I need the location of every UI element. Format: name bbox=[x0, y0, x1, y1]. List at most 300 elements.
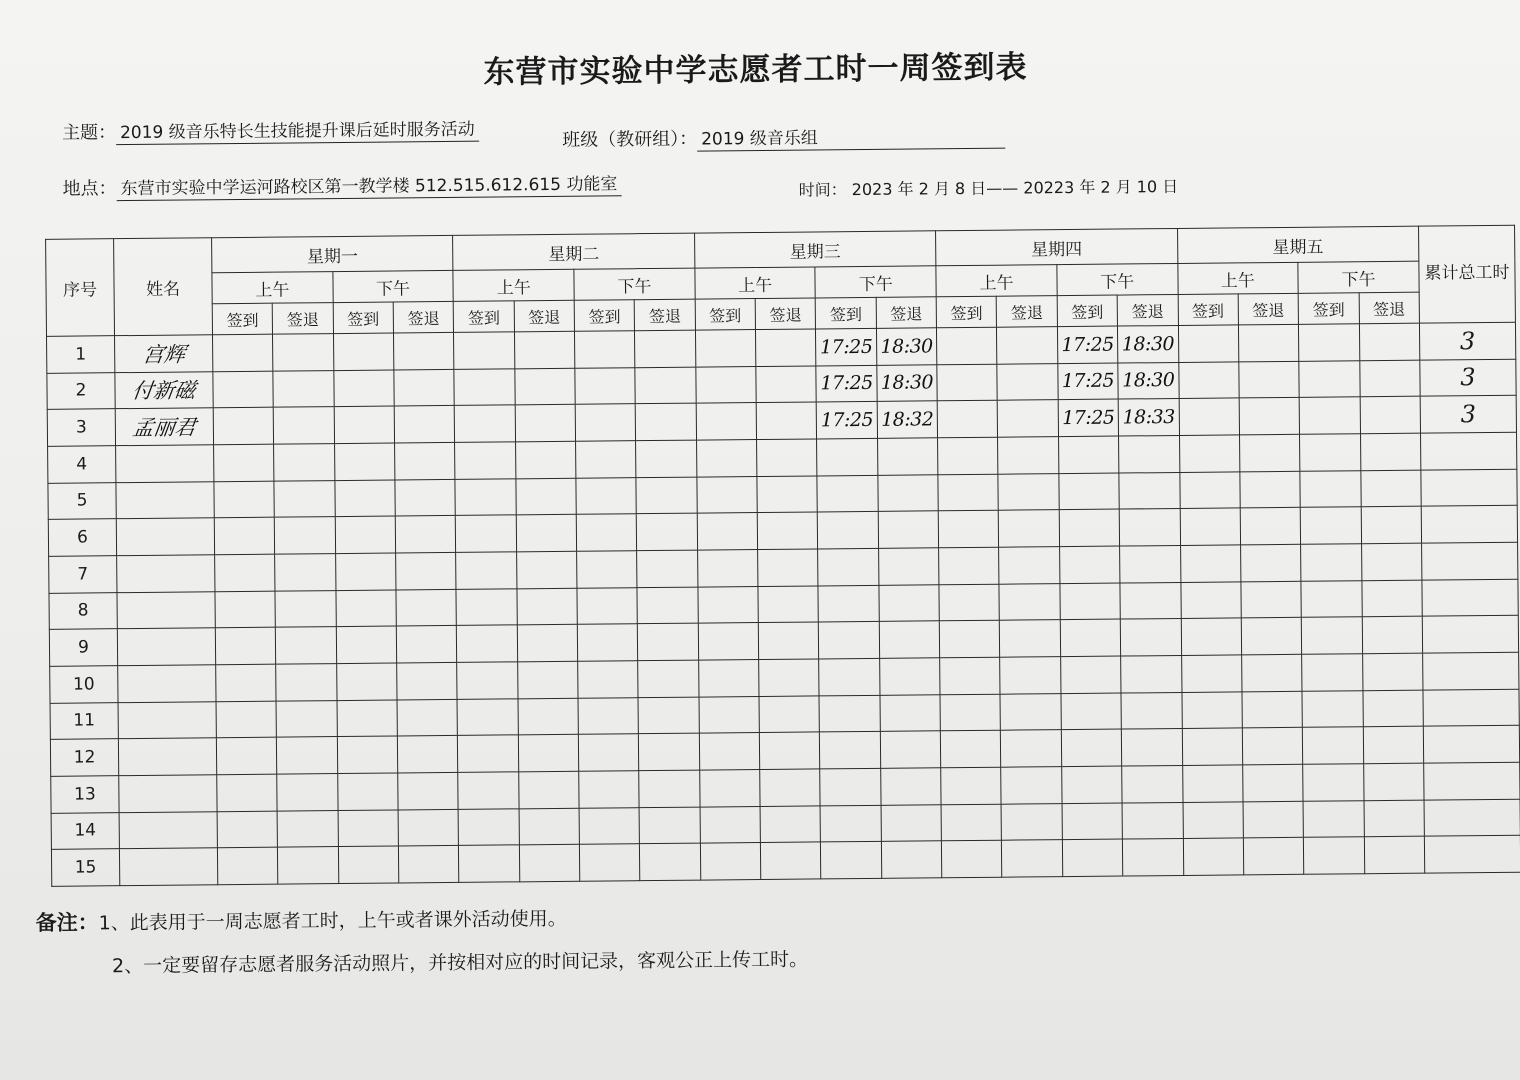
time-cell bbox=[819, 622, 880, 659]
time-cell bbox=[1360, 470, 1421, 507]
time-cell bbox=[337, 700, 398, 737]
volunteer-name-cell bbox=[118, 701, 216, 739]
time-cell bbox=[757, 476, 818, 513]
row-index: 5 bbox=[48, 482, 116, 519]
time-cell bbox=[636, 403, 697, 440]
time-cell bbox=[278, 847, 339, 884]
time-cell bbox=[213, 371, 274, 408]
time-cell bbox=[397, 699, 458, 736]
time-cell bbox=[1179, 398, 1240, 435]
time-cell bbox=[396, 589, 457, 626]
time-cell bbox=[459, 845, 520, 882]
time-cell bbox=[880, 731, 941, 768]
time-cell bbox=[217, 847, 278, 884]
time-cell bbox=[820, 732, 881, 769]
time-cell bbox=[515, 441, 576, 478]
total-hours-cell bbox=[1424, 799, 1520, 837]
time-cell bbox=[759, 659, 820, 696]
row-index: 10 bbox=[50, 666, 118, 703]
time-cell bbox=[1058, 436, 1119, 473]
time-cell bbox=[1361, 580, 1422, 617]
time-cell bbox=[1241, 618, 1302, 655]
time-cell bbox=[937, 327, 998, 364]
time-cell bbox=[456, 515, 517, 552]
time-cell bbox=[1181, 618, 1242, 655]
time-cell bbox=[877, 364, 938, 401]
action-header: 签到 bbox=[1178, 294, 1239, 326]
time-cell bbox=[514, 331, 575, 368]
time-cell bbox=[457, 698, 518, 735]
half-day-header: 下午 bbox=[815, 266, 936, 298]
time-cell bbox=[337, 773, 398, 810]
time-cell bbox=[576, 441, 637, 478]
time-cell bbox=[1363, 763, 1424, 800]
place-line bbox=[62, 169, 621, 200]
time-cell bbox=[1359, 323, 1420, 360]
volunteer-name: 付新磁 bbox=[130, 378, 197, 404]
time-cell bbox=[395, 479, 456, 516]
time-cell bbox=[275, 590, 336, 627]
row-index: 14 bbox=[51, 812, 119, 849]
time-cell bbox=[1118, 362, 1179, 399]
time-cell bbox=[1362, 653, 1423, 690]
time-cell bbox=[1180, 545, 1241, 582]
time-cell bbox=[1181, 655, 1242, 692]
action-header: 签退 bbox=[997, 296, 1058, 328]
row-index: 9 bbox=[49, 629, 117, 666]
time-cell bbox=[942, 840, 1003, 877]
time-cell bbox=[756, 402, 817, 439]
time-cell bbox=[699, 696, 760, 733]
time-cell bbox=[999, 583, 1060, 620]
time-cell bbox=[215, 591, 276, 628]
time-cell bbox=[1120, 545, 1181, 582]
time-cell bbox=[215, 554, 276, 591]
time-value: 17:25 bbox=[820, 335, 873, 359]
note-line-2 bbox=[112, 945, 808, 979]
time-cell bbox=[1239, 361, 1300, 398]
time-cell bbox=[216, 664, 277, 701]
volunteer-name-cell bbox=[119, 775, 217, 813]
action-header: 签到 bbox=[695, 299, 756, 331]
time-cell bbox=[1122, 802, 1183, 839]
row-index: 2 bbox=[47, 372, 115, 409]
time-cell bbox=[334, 406, 395, 443]
total-hours-cell bbox=[1421, 506, 1517, 544]
time-cell bbox=[1364, 800, 1425, 837]
time-cell bbox=[1359, 360, 1420, 397]
time-cell bbox=[1118, 325, 1179, 362]
time-cell bbox=[637, 587, 698, 624]
volunteer-name-cell bbox=[116, 481, 214, 519]
action-header: 签到 bbox=[816, 297, 877, 329]
time-cell bbox=[1180, 581, 1241, 618]
time-value: 18:30 bbox=[880, 335, 933, 358]
time-cell bbox=[698, 659, 759, 696]
time-cell bbox=[1000, 657, 1061, 694]
time-cell bbox=[756, 366, 817, 403]
action-header: 签退 bbox=[876, 297, 937, 329]
time-cell bbox=[881, 841, 942, 878]
half-day-header: 下午 bbox=[333, 270, 454, 302]
time-cell bbox=[1119, 509, 1180, 546]
time-cell bbox=[1183, 838, 1244, 875]
time-cell bbox=[881, 804, 942, 841]
time-cell bbox=[578, 697, 639, 734]
time-cell bbox=[1121, 655, 1182, 692]
time-cell bbox=[1119, 472, 1180, 509]
time-cell bbox=[1002, 840, 1063, 877]
time-cell bbox=[818, 512, 879, 549]
row-index: 12 bbox=[50, 739, 118, 776]
time-cell bbox=[876, 328, 937, 365]
time-cell bbox=[1060, 656, 1121, 693]
time-cell bbox=[1062, 803, 1123, 840]
time-cell bbox=[1121, 729, 1182, 766]
time-cell bbox=[277, 810, 338, 847]
half-day-header: 上午 bbox=[453, 269, 574, 301]
time-cell bbox=[1363, 690, 1424, 727]
time-cell bbox=[756, 329, 817, 366]
time-cell bbox=[1058, 399, 1119, 436]
time-cell bbox=[273, 370, 334, 407]
time-cell bbox=[1179, 435, 1240, 472]
time-cell bbox=[213, 334, 274, 371]
action-header: 签退 bbox=[273, 303, 334, 335]
volunteer-name-cell bbox=[115, 371, 213, 409]
volunteer-name-cell bbox=[119, 848, 217, 886]
total-hours: 3 bbox=[1460, 363, 1476, 392]
time-cell bbox=[576, 477, 637, 514]
time-cell bbox=[455, 442, 516, 479]
total-hours-cell bbox=[1422, 542, 1518, 580]
time-cell bbox=[334, 370, 395, 407]
signin-table bbox=[45, 225, 1520, 887]
action-header: 签到 bbox=[454, 301, 515, 333]
time-cell bbox=[334, 443, 395, 480]
total-hours-cell bbox=[1423, 652, 1519, 690]
time-cell bbox=[757, 512, 818, 549]
time-cell bbox=[819, 658, 880, 695]
time-cell bbox=[1299, 397, 1360, 434]
time-cell bbox=[394, 332, 455, 369]
row-index: 4 bbox=[48, 446, 116, 483]
time-cell bbox=[1059, 546, 1120, 583]
time-cell bbox=[1302, 690, 1363, 727]
time-line bbox=[799, 174, 1179, 201]
time-cell bbox=[518, 734, 579, 771]
day-header: 星期三 bbox=[694, 231, 936, 268]
action-header: 签到 bbox=[936, 296, 997, 328]
time-cell bbox=[577, 551, 638, 588]
row-index: 8 bbox=[49, 592, 117, 629]
time-cell bbox=[1303, 764, 1364, 801]
time-cell bbox=[454, 332, 515, 369]
total-hours: 3 bbox=[1460, 400, 1477, 429]
time-cell bbox=[760, 842, 821, 879]
action-header: 签退 bbox=[635, 299, 696, 331]
time-cell bbox=[458, 735, 519, 772]
time-cell bbox=[878, 474, 939, 511]
time-cell bbox=[213, 407, 274, 444]
volunteer-name-cell bbox=[115, 408, 213, 446]
day-header: 星期一 bbox=[212, 235, 454, 272]
time-cell bbox=[1180, 508, 1241, 545]
time-cell bbox=[335, 516, 396, 553]
time-cell bbox=[1181, 691, 1242, 728]
time-cell bbox=[275, 517, 336, 554]
time-cell bbox=[636, 440, 697, 477]
page-title: 东营市实验中学志愿者工时一周签到表 bbox=[483, 49, 1028, 91]
time-cell bbox=[1241, 581, 1302, 618]
total-hours-cell bbox=[1421, 469, 1517, 507]
day-header: 星期五 bbox=[1177, 226, 1419, 263]
time-cell bbox=[698, 586, 759, 623]
time-cell bbox=[938, 437, 999, 474]
time-cell bbox=[515, 368, 576, 405]
time-cell bbox=[941, 767, 1002, 804]
time-cell bbox=[458, 772, 519, 809]
time-cell bbox=[938, 474, 999, 511]
row-index: 7 bbox=[49, 556, 117, 593]
total-hours-cell bbox=[1424, 835, 1520, 873]
time-cell bbox=[1122, 765, 1183, 802]
time-cell bbox=[1242, 691, 1303, 728]
total-hours-cell bbox=[1424, 762, 1520, 800]
half-day-header: 上午 bbox=[695, 267, 816, 299]
time-cell bbox=[1059, 473, 1120, 510]
col-header-total: 累计总工时 bbox=[1419, 225, 1516, 323]
time-cell bbox=[336, 590, 397, 627]
time-cell bbox=[759, 695, 820, 732]
time-cell bbox=[337, 736, 398, 773]
time-cell bbox=[998, 473, 1059, 510]
time-cell bbox=[1300, 470, 1361, 507]
time-cell bbox=[216, 737, 277, 774]
time-cell bbox=[817, 438, 878, 475]
time-cell bbox=[1118, 399, 1179, 436]
time-value: 17:25 bbox=[820, 409, 874, 432]
time-value: 18:33 bbox=[1122, 406, 1175, 429]
time-cell bbox=[997, 363, 1058, 400]
time-cell bbox=[1062, 766, 1123, 803]
time-cell bbox=[1060, 619, 1121, 656]
total-hours-cell bbox=[1423, 725, 1519, 763]
time-cell bbox=[998, 437, 1059, 474]
row-index: 13 bbox=[51, 776, 119, 813]
time-cell bbox=[214, 481, 275, 518]
time-value: 18:32 bbox=[881, 408, 934, 431]
time-cell bbox=[817, 402, 878, 439]
time-cell bbox=[1240, 544, 1301, 581]
notes-label: 备注： bbox=[35, 910, 99, 935]
time-cell bbox=[1301, 580, 1362, 617]
half-day-header: 下午 bbox=[574, 268, 695, 300]
time-cell bbox=[1243, 801, 1304, 838]
time-cell bbox=[938, 510, 999, 547]
time-cell bbox=[695, 330, 756, 367]
time-cell bbox=[277, 773, 338, 810]
time-cell bbox=[1058, 363, 1119, 400]
time-cell bbox=[273, 334, 334, 371]
time-cell bbox=[1361, 506, 1422, 543]
volunteer-name-cell bbox=[117, 555, 215, 593]
time-cell bbox=[1364, 836, 1425, 873]
time-cell bbox=[758, 549, 819, 586]
time-cell bbox=[1304, 837, 1365, 874]
time-cell bbox=[1121, 692, 1182, 729]
time-cell bbox=[396, 626, 457, 663]
time-cell bbox=[1120, 582, 1181, 619]
time-value: 17:25 bbox=[1062, 406, 1115, 430]
time-cell bbox=[816, 328, 877, 365]
time-cell bbox=[516, 515, 577, 552]
time-cell bbox=[1001, 730, 1062, 767]
total-hours-cell bbox=[1421, 432, 1517, 470]
total-hours-cell bbox=[1422, 615, 1518, 653]
action-header: 签退 bbox=[1238, 293, 1299, 325]
time-cell bbox=[1243, 837, 1304, 874]
time-cell bbox=[817, 475, 878, 512]
time-cell bbox=[575, 404, 636, 441]
time-cell bbox=[1299, 324, 1360, 361]
time-cell bbox=[274, 444, 335, 481]
time-cell bbox=[635, 367, 696, 404]
place-value: 东营市实验中学运河路校区第一教学楼 512.515.612.615 功能室 bbox=[117, 174, 622, 201]
class-label: 班级（教研组）： bbox=[562, 128, 698, 151]
class-line bbox=[562, 122, 1005, 153]
time-cell bbox=[879, 584, 940, 621]
time-cell bbox=[1243, 764, 1304, 801]
time-cell bbox=[575, 367, 636, 404]
time-cell bbox=[397, 662, 458, 699]
time-cell bbox=[880, 694, 941, 731]
time-cell bbox=[398, 809, 459, 846]
time-cell bbox=[757, 439, 818, 476]
time-cell bbox=[1300, 434, 1361, 471]
time-cell bbox=[336, 626, 397, 663]
time-cell bbox=[698, 623, 759, 660]
time-cell bbox=[215, 627, 276, 664]
action-header: 签退 bbox=[755, 298, 816, 330]
volunteer-name-cell bbox=[117, 591, 215, 629]
time-cell bbox=[338, 810, 399, 847]
time-cell bbox=[1060, 583, 1121, 620]
time-cell bbox=[878, 511, 939, 548]
action-header: 签到 bbox=[212, 303, 273, 335]
time-cell bbox=[516, 551, 577, 588]
time-cell bbox=[214, 517, 275, 554]
time-cell bbox=[575, 331, 636, 368]
time-cell bbox=[1002, 803, 1063, 840]
time-cell bbox=[636, 477, 697, 514]
time-cell bbox=[818, 585, 879, 622]
total-hours-cell bbox=[1420, 359, 1516, 397]
time-cell bbox=[758, 622, 819, 659]
half-day-header: 上午 bbox=[936, 265, 1057, 297]
time-value: 17:25 bbox=[1061, 370, 1115, 393]
time-cell bbox=[518, 771, 579, 808]
time-cell bbox=[579, 771, 640, 808]
volunteer-name-cell bbox=[118, 738, 216, 776]
time-cell bbox=[1242, 728, 1303, 765]
time-cell bbox=[760, 769, 821, 806]
row-index: 3 bbox=[47, 409, 115, 446]
time-cell bbox=[937, 401, 998, 438]
class-value: 2019 级音乐组 bbox=[697, 122, 1005, 152]
time-cell bbox=[457, 625, 518, 662]
time-value: 18:30 bbox=[1121, 332, 1175, 356]
time-cell bbox=[697, 513, 758, 550]
place-label: 地点： bbox=[62, 178, 117, 200]
time-cell bbox=[277, 737, 338, 774]
time-cell bbox=[758, 586, 819, 623]
action-header: 签到 bbox=[1298, 293, 1359, 325]
time-cell bbox=[877, 438, 938, 475]
time-cell bbox=[517, 625, 578, 662]
time-cell bbox=[1000, 620, 1061, 657]
time-cell bbox=[1239, 398, 1300, 435]
action-header: 签退 bbox=[393, 301, 454, 333]
time-cell bbox=[1363, 726, 1424, 763]
time-cell bbox=[941, 804, 1002, 841]
time-cell bbox=[217, 774, 278, 811]
time-cell bbox=[1119, 435, 1180, 472]
time-cell bbox=[1300, 507, 1361, 544]
volunteer-name-cell bbox=[119, 811, 217, 849]
time-cell bbox=[820, 768, 881, 805]
time-cell bbox=[398, 772, 459, 809]
time-cell bbox=[578, 734, 639, 771]
col-header-index: 序号 bbox=[46, 239, 115, 337]
row-index: 11 bbox=[50, 702, 118, 739]
time-cell bbox=[275, 554, 336, 591]
time-cell bbox=[1179, 472, 1240, 509]
time-cell bbox=[637, 513, 698, 550]
time-cell bbox=[999, 510, 1060, 547]
time-cell bbox=[696, 366, 757, 403]
volunteer-name: 孟丽君 bbox=[131, 415, 198, 441]
time-cell bbox=[1061, 693, 1122, 730]
time-cell bbox=[816, 365, 877, 402]
time-cell bbox=[700, 806, 761, 843]
time-cell bbox=[516, 478, 577, 515]
time-cell bbox=[578, 661, 639, 698]
time-cell bbox=[1240, 471, 1301, 508]
volunteer-name: 宫辉 bbox=[140, 342, 187, 367]
time-cell bbox=[639, 733, 700, 770]
time-cell bbox=[274, 480, 335, 517]
day-header: 星期二 bbox=[453, 233, 695, 270]
time-cell bbox=[760, 805, 821, 842]
total-hours-cell bbox=[1422, 579, 1518, 617]
time-cell bbox=[338, 846, 399, 883]
time-cell bbox=[1303, 800, 1364, 837]
time-cell bbox=[1238, 324, 1299, 361]
time-cell bbox=[940, 730, 1001, 767]
time-cell bbox=[455, 478, 516, 515]
time-cell bbox=[696, 403, 757, 440]
time-cell bbox=[1178, 325, 1239, 362]
time-cell bbox=[394, 369, 455, 406]
total-hours-cell bbox=[1420, 396, 1516, 434]
time-cell bbox=[276, 663, 337, 700]
time-cell bbox=[1183, 801, 1244, 838]
time-cell bbox=[1301, 544, 1362, 581]
time-cell bbox=[276, 627, 337, 664]
total-hours-cell bbox=[1419, 322, 1515, 360]
action-header: 签到 bbox=[333, 302, 394, 334]
